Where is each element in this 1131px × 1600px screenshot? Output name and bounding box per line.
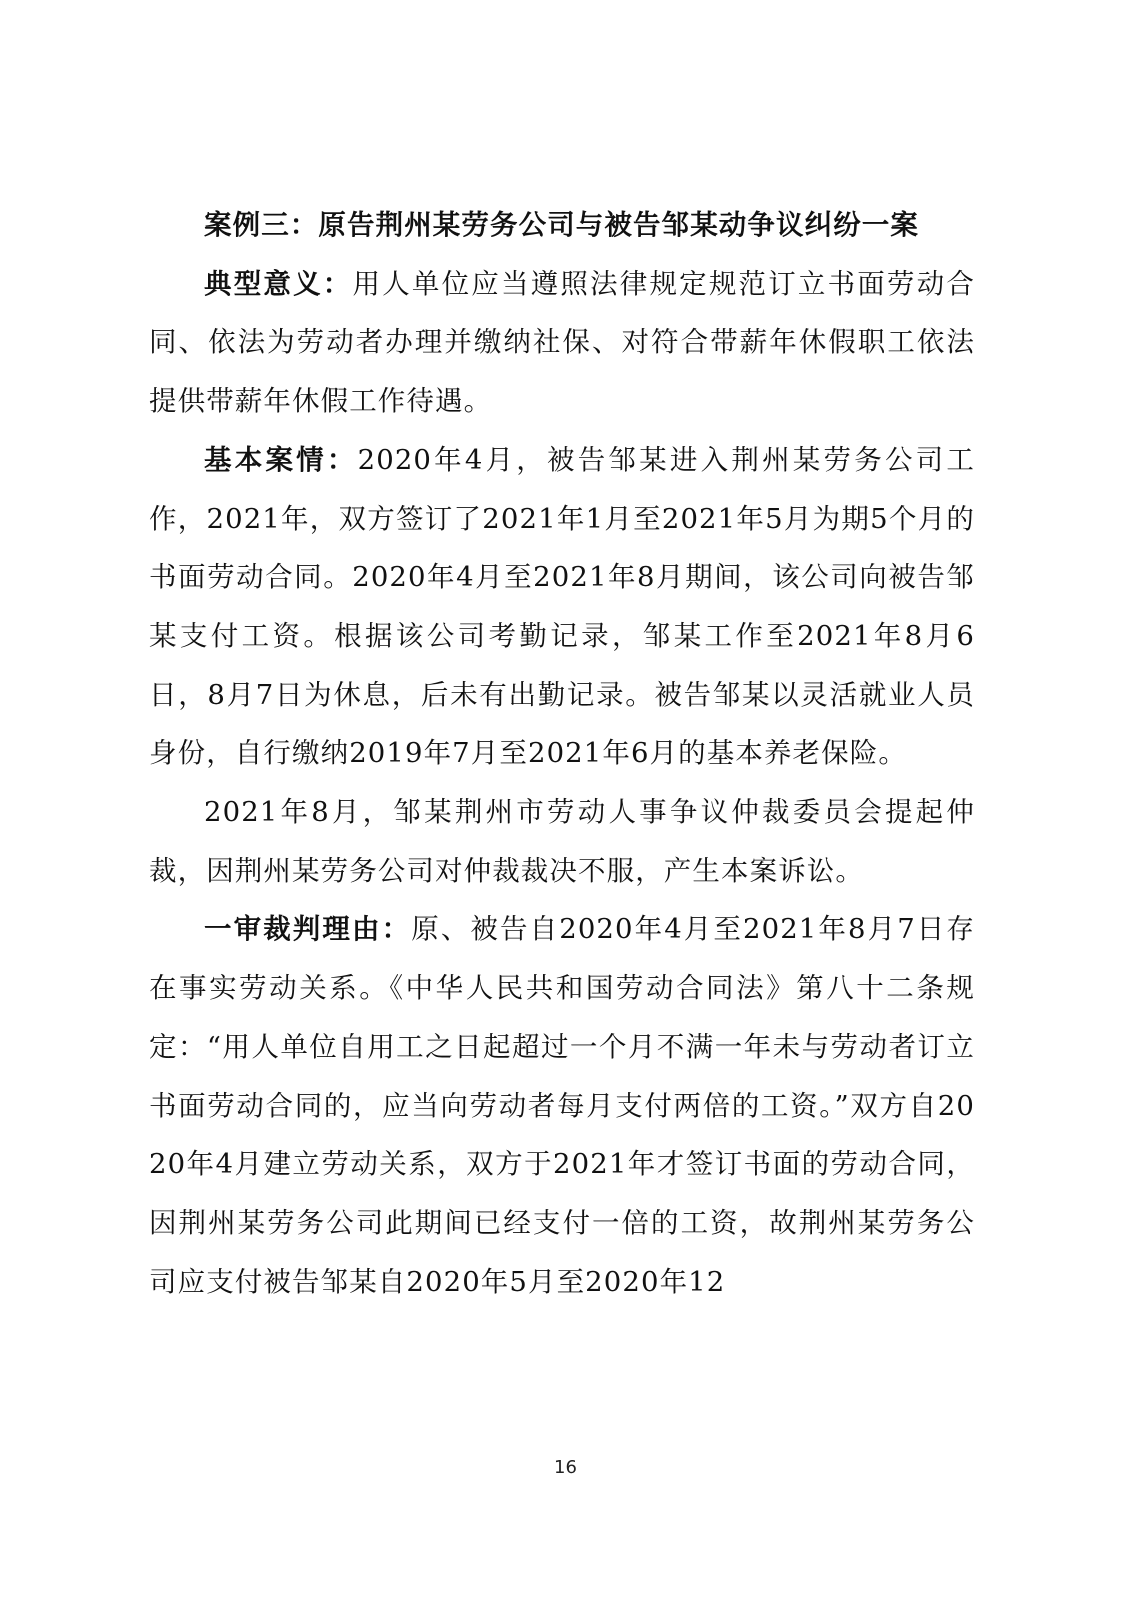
paragraph-text: 2020年4月，被告邹某进入荆州某劳务公司工作，2021年，双方签订了2021年1月至2021年5月为期5个月的书面劳动合同。2020年4月至2021年8月期间，该公司向被告邹某支付工资。根据该公司考勤记录，邹某工作至2021年8月6日，8月7日为休息，后未有出勤记录。被告邹某以灵活就业人员身份，自行缴纳2019年7月至2021年6月的基本养老保险。 — [149, 443, 976, 770]
paragraph-text: 用人单位应当遵照法律规定规范订立书面劳动合同、依法为劳动者办理并缴纳社保、对符合带薪年休假职工依法提供带薪年休假工作待遇。 — [149, 267, 975, 418]
paragraph-arbitration — [149, 783, 975, 900]
document-body — [149, 196, 975, 1311]
paragraph-lead: 典型意义： — [204, 267, 353, 300]
case-heading: 案例三：原告荆州某劳务公司与被告邹某动争议纠纷一案 — [204, 209, 919, 241]
paragraph-first-instance-reasoning — [149, 900, 975, 1311]
paragraph-lead: 一审裁判理由： — [204, 913, 412, 946]
paragraph-lead: 基本案情： — [204, 443, 358, 476]
page-number: 16 — [554, 1457, 577, 1478]
paragraph-basic-facts — [149, 431, 975, 783]
paragraph-typical-significance — [149, 255, 975, 431]
paragraph-text: 原、被告自2020年4月至2021年8月7日存在事实劳动关系。《中华人民共和国劳动合同法》第八十二条规定：“用人单位自用工之日起超过一个月不满一年未与劳动者订立书面劳动合同的，应当向劳动者每月支付两倍的工资。”双方自2020年4月建立劳动关系，双方于2021年才签订书面的劳动合同，因荆州某劳务公司此期间已经支付一倍的工资，故荆州某劳务公司应支付被告邹某自2020年5月至2020年12 — [149, 913, 975, 1298]
paragraph-text: 2021年8月，邹某荆州市劳动人事争议仲裁委员会提起仲裁，因荆州某劳务公司对仲裁裁决不服，产生本案诉讼。 — [149, 796, 975, 887]
